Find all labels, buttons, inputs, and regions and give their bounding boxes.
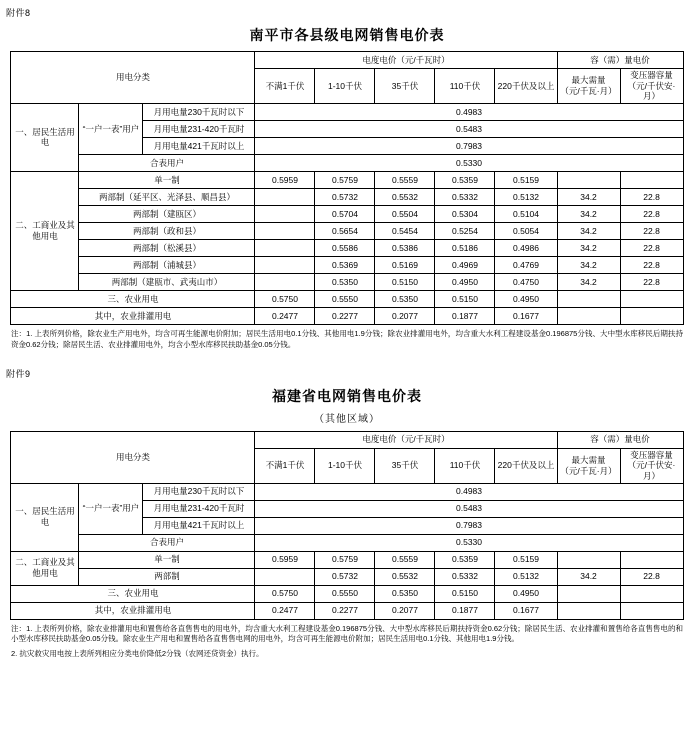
cell-value: 0.5054 [495, 222, 557, 239]
cell-value: 0.1677 [495, 602, 557, 619]
cell-value: 0.5750 [255, 290, 315, 307]
item-label-total-meter: 合表用户 [79, 534, 255, 551]
cell-value [255, 568, 315, 585]
cell-value: 0.5159 [495, 551, 557, 568]
item-label: 两部制（建瓯区） [79, 205, 255, 222]
value-merged: 0.5330 [255, 534, 683, 551]
table-note-2 [11, 624, 683, 661]
category-agriculture-irrigation: 其中，农业排灌用电 [11, 307, 255, 324]
cell-demand [557, 602, 620, 619]
cell-transformer [620, 290, 683, 307]
header-voltage-1: 1-10千伏 [315, 448, 375, 483]
header-voltage-0: 不满1千伏 [255, 69, 315, 104]
item-label: 单一制 [79, 171, 255, 188]
item-label: 两部制（松溪县） [79, 239, 255, 256]
cell-value: 0.5150 [435, 290, 495, 307]
note-text: 注：1. 上表所列价格，除农业生产用电外，均含可再生能源电价附加；居民生活用电0.1分钱、其他用电1.9分钱；除农业排灌用电外，均含重大水利工程建设基金0.196875分钱、大中型水库移民后期扶持资金0.62分钱；除居民生活、农业排灌用电外，均含小型水库移民扶助基金0.05分钱。 [11, 328, 683, 349]
table-row [11, 171, 683, 188]
table-header-row [11, 52, 683, 69]
value-merged: 0.5483 [255, 120, 683, 137]
cell-value [255, 239, 315, 256]
cell-transformer: 22.8 [620, 568, 683, 585]
cell-demand [557, 551, 620, 568]
cell-value: 0.5504 [375, 205, 435, 222]
cell-transformer: 22.8 [620, 188, 683, 205]
item-label: 月用电量230千瓦时以下 [143, 483, 255, 500]
cell-value: 0.5532 [375, 188, 435, 205]
cell-value: 0.5304 [435, 205, 495, 222]
item-label: 月用电量231-420千瓦时 [143, 500, 255, 517]
cell-demand: 34.2 [557, 273, 620, 290]
header-category: 用电分类 [11, 52, 255, 104]
cell-value: 0.5959 [255, 171, 315, 188]
table-row [11, 103, 683, 120]
item-label: 两部制（建瓯市、武夷山市） [79, 273, 255, 290]
section-spacer [0, 353, 694, 361]
subcategory-one-meter: “一户一表”用户 [79, 103, 143, 154]
category-agriculture-irrigation: 其中，农业排灌用电 [11, 602, 255, 619]
item-label: 月用电量231-420千瓦时 [143, 120, 255, 137]
page-title-1: 南平市各县级电网销售电价表 [249, 27, 445, 43]
category-agriculture: 三、农业用电 [11, 290, 255, 307]
cell-value: 0.5169 [375, 256, 435, 273]
table-row [11, 290, 683, 307]
table-row [11, 154, 683, 171]
cell-value: 0.5332 [435, 188, 495, 205]
page-subtitle-2: （其他区域） [314, 413, 380, 425]
category-residential: 一、居民生活用电 [11, 483, 79, 551]
cell-value: 0.4769 [495, 256, 557, 273]
table-header-row [11, 431, 683, 448]
cell-value: 0.5386 [375, 239, 435, 256]
value-merged: 0.7983 [255, 137, 683, 154]
item-label: 两部制 [79, 568, 255, 585]
cell-value: 0.5586 [315, 239, 375, 256]
cell-value: 0.2477 [255, 307, 315, 324]
cell-value: 0.5332 [435, 568, 495, 585]
category-residential: 一、居民生活用电 [11, 103, 79, 171]
cell-value [255, 188, 315, 205]
cell-value: 0.5559 [375, 551, 435, 568]
cell-value: 0.5559 [375, 171, 435, 188]
cell-demand [557, 585, 620, 602]
cell-value: 0.2277 [315, 602, 375, 619]
cell-value [255, 205, 315, 222]
item-label-total-meter: 合表用户 [79, 154, 255, 171]
cell-value: 0.5369 [315, 256, 375, 273]
value-merged: 0.4983 [255, 483, 683, 500]
table-row [11, 222, 683, 239]
item-label: 月用电量421千瓦时以上 [143, 137, 255, 154]
header-voltage-4: 220千伏及以上 [495, 448, 557, 483]
header-voltage-0: 不满1千伏 [255, 448, 315, 483]
header-voltage-3: 110千伏 [435, 69, 495, 104]
cell-value: 0.1677 [495, 307, 557, 324]
cell-demand: 34.2 [557, 205, 620, 222]
cell-value: 0.1877 [435, 602, 495, 619]
cell-value: 0.5150 [435, 585, 495, 602]
table-row [11, 551, 683, 568]
cell-value: 0.5704 [315, 205, 375, 222]
header-transformer-capacity: 变压器容量 （元/千伏安·月） [620, 69, 683, 104]
table-note-1 [11, 329, 683, 351]
cell-value: 0.4969 [435, 256, 495, 273]
cell-value [255, 256, 315, 273]
cell-value: 0.5732 [315, 568, 375, 585]
cell-demand: 34.2 [557, 188, 620, 205]
item-label: 两部制（浦城县） [79, 256, 255, 273]
cell-value: 0.5750 [255, 585, 315, 602]
cell-demand: 34.2 [557, 568, 620, 585]
cell-value: 0.5359 [435, 171, 495, 188]
cell-value: 0.2077 [375, 602, 435, 619]
cell-value: 0.2277 [315, 307, 375, 324]
cell-value: 0.5359 [435, 551, 495, 568]
cell-value: 0.4986 [495, 239, 557, 256]
cell-value: 0.5550 [315, 290, 375, 307]
cell-demand [557, 171, 620, 188]
cell-transformer: 22.8 [620, 256, 683, 273]
table-row [11, 483, 683, 500]
cell-value: 0.5186 [435, 239, 495, 256]
item-label: 月用电量230千瓦时以下 [143, 103, 255, 120]
note-text: 注：1. 上表所列价格，除农业排灌用电和置售给各直售售电的用电外，均含重大水利工程建设基金0.196875分钱、大中型水库移民后期扶持资金0.62分钱；除居民生活、农业排灌和置售给各直售售电的和小型水库移民扶助基金0.05分钱。除农业生产用电和置售给各直售售电网的用电外，均含可再生能源电价附加；居民生活用电0.1分钱、其他用电1.9分钱。 [11, 623, 683, 644]
table-row [11, 534, 683, 551]
item-label: 两部制（延平区、光泽县、顺昌县） [79, 188, 255, 205]
header-voltage-1: 1-10千伏 [315, 69, 375, 104]
header-voltage-2: 35千伏 [375, 69, 435, 104]
cell-value: 0.5350 [315, 273, 375, 290]
header-voltage-3: 110千伏 [435, 448, 495, 483]
cell-value: 0.5132 [495, 188, 557, 205]
header-energy-price: 电度电价（元/千瓦时） [255, 52, 557, 69]
cell-value: 0.5732 [315, 188, 375, 205]
cell-value: 0.5759 [315, 551, 375, 568]
header-voltage-4: 220千伏及以上 [495, 69, 557, 104]
cell-transformer [620, 602, 683, 619]
attachment-label-9: 附件9 [6, 368, 31, 379]
table-row [11, 585, 683, 602]
cell-transformer: 22.8 [620, 222, 683, 239]
cell-value: 0.2477 [255, 602, 315, 619]
cell-value: 0.4950 [435, 273, 495, 290]
cell-transformer [620, 585, 683, 602]
cell-value: 0.4950 [495, 585, 557, 602]
header-max-demand: 最大需量 （元/千瓦·月） [557, 448, 620, 483]
value-merged: 0.4983 [255, 103, 683, 120]
table-row [11, 205, 683, 222]
item-label: 两部制（政和县） [79, 222, 255, 239]
cell-value: 0.5550 [315, 585, 375, 602]
price-table-nanping [10, 51, 683, 325]
header-max-demand: 最大需量 （元/千瓦·月） [557, 69, 620, 104]
table-row [11, 256, 683, 273]
cell-value [255, 273, 315, 290]
table-row [11, 307, 683, 324]
header-capacity-price: 容（需）量电价 [557, 52, 683, 69]
item-label: 月用电量421千瓦时以上 [143, 517, 255, 534]
cell-value: 0.5654 [315, 222, 375, 239]
cell-demand: 34.2 [557, 256, 620, 273]
table-row [11, 602, 683, 619]
cell-value: 0.5150 [375, 273, 435, 290]
cell-demand [557, 307, 620, 324]
header-category: 用电分类 [11, 431, 255, 483]
subcategory-one-meter: “一户一表”用户 [79, 483, 143, 534]
page-title-2: 福建省电网销售电价表 [272, 387, 422, 404]
table-row [11, 568, 683, 585]
header-energy-price: 电度电价（元/千瓦时） [255, 431, 557, 448]
item-label: 单一制 [79, 551, 255, 568]
cell-value: 0.5350 [375, 290, 435, 307]
cell-transformer [620, 307, 683, 324]
cell-value: 0.5454 [375, 222, 435, 239]
header-transformer-capacity: 变压器容量 （元/千伏安·月） [620, 448, 683, 483]
cell-transformer [620, 551, 683, 568]
cell-value: 0.5132 [495, 568, 557, 585]
note-text: 2. 抗灾救灾用电按上表所列相应分类电价降低2分钱（农网还贷资金）执行。 [11, 649, 264, 659]
cell-demand: 34.2 [557, 222, 620, 239]
value-merged: 0.5483 [255, 500, 683, 517]
cell-value: 0.4950 [495, 290, 557, 307]
cell-value: 0.2077 [375, 307, 435, 324]
cell-value: 0.5759 [315, 171, 375, 188]
category-agriculture: 三、农业用电 [11, 585, 255, 602]
cell-value: 0.5159 [495, 171, 557, 188]
table-row [11, 273, 683, 290]
cell-value: 0.5350 [375, 585, 435, 602]
cell-value: 0.4750 [495, 273, 557, 290]
cell-transformer [620, 171, 683, 188]
cell-transformer: 22.8 [620, 239, 683, 256]
table-row [11, 239, 683, 256]
cell-value [255, 222, 315, 239]
header-voltage-2: 35千伏 [375, 448, 435, 483]
cell-value: 0.1877 [435, 307, 495, 324]
cell-demand [557, 290, 620, 307]
attachment-label-8: 附件8 [6, 8, 31, 18]
cell-transformer: 22.8 [620, 273, 683, 290]
category-commercial: 二、工商业及其他用电 [11, 551, 79, 585]
cell-value: 0.5959 [255, 551, 315, 568]
cell-value: 0.5254 [435, 222, 495, 239]
price-table-fujian-other [10, 431, 683, 620]
table-row [11, 188, 683, 205]
cell-value: 0.5532 [375, 568, 435, 585]
cell-value: 0.5104 [495, 205, 557, 222]
cell-demand: 34.2 [557, 239, 620, 256]
header-capacity-price: 容（需）量电价 [557, 431, 683, 448]
category-commercial: 二、工商业及其他用电 [11, 171, 79, 290]
value-merged: 0.7983 [255, 517, 683, 534]
cell-transformer: 22.8 [620, 205, 683, 222]
value-merged: 0.5330 [255, 154, 683, 171]
